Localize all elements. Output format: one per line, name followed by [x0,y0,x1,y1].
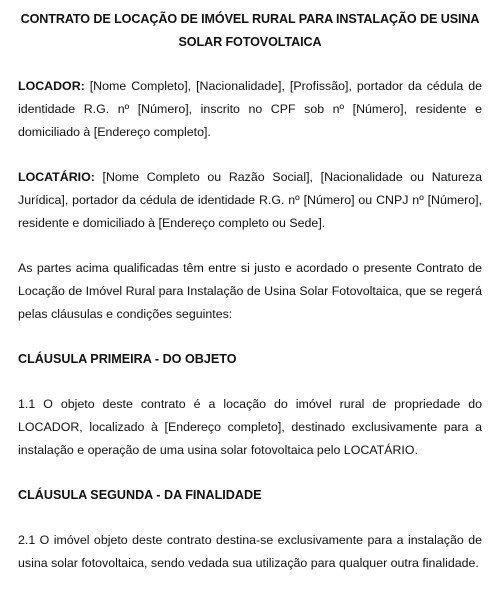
spacer [18,507,482,529]
locador-paragraph [18,75,482,144]
locador-text: [Nome Completo], [Nacionalidade], [Profissão], portador da cédula de identidade R.G. nº [Número], inscrito no CPF sob nº [Número], residente e domiciliado à [Endereço completo]. [18,79,482,139]
locatario-label: LOCATÁRIO: [18,170,95,184]
spacer [18,144,482,166]
locatario-paragraph [18,166,482,235]
spacer [18,326,482,348]
locatario-text: [Nome Completo ou Razão Social], [Nacionalidade ou Natureza Jurídica], portador da cédula de identidade R.G. nº [Número] ou CNPJ nº [Número], residente e domiciliado à [Endereço completo ou Sede]. [18,170,482,230]
spacer [18,462,482,484]
clause-2-heading: CLÁUSULA SEGUNDA - DA FINALIDADE [18,488,262,502]
clause-1-text: 1.1 O objeto deste contrato é a locação do imóvel rural de propriedade do LOCADOR, localizado à [Endereço completo], destinado exclusivamente para a instalação e operação de uma usina solar fotovoltaica pelo LOCATÁRIO. [18,397,482,457]
document-title: CONTRATO DE LOCAÇÃO DE IMÓVEL RURAL PARA INSTALAÇÃO DE USINA SOLAR FOTOVOLTAICA [20,12,480,49]
spacer [18,235,482,257]
clause-1-heading: CLÁUSULA PRIMEIRA - DO OBJETO [18,352,237,366]
preamble-paragraph: As partes acima qualificadas têm entre si justo e acordado o presente Contrato de Locação de Imóvel Rural para Instalação de Usina Solar Fotovoltaica, que se regerá pelas cláusulas e condições seguintes: [18,261,482,321]
locador-label: LOCADOR: [18,79,85,93]
spacer [18,371,482,393]
spacer [18,54,482,75]
clause-2-text: 2.1 O imóvel objeto deste contrato destina-se exclusivamente para a instalação de usina solar fotovoltaica, sendo vedada sua utilização para qualquer outra finalidade. [18,533,482,570]
